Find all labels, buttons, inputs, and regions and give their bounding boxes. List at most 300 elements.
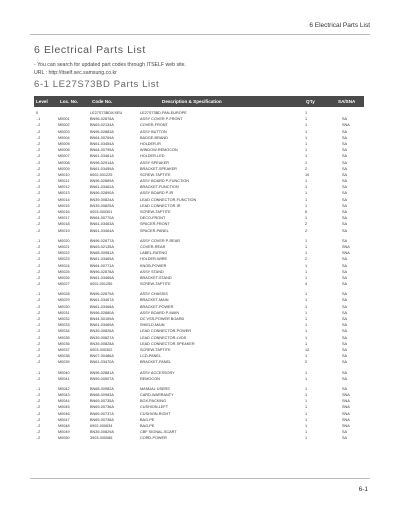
cell-code: BN61-03469A: [90, 323, 114, 328]
cell-code: BN61-03465A: [90, 257, 114, 262]
cell-sa: SA: [342, 172, 348, 177]
cell-loc: M0025: [58, 269, 70, 274]
cell-description: ASSY BOARD P-MAIN: [140, 310, 179, 315]
cell-qty: 2: [305, 360, 308, 365]
cell-code: BN96-02877A: [90, 238, 114, 243]
cell-qty: 1: [305, 111, 308, 115]
header-divider: [30, 34, 370, 35]
cell-sa: SA: [342, 185, 348, 190]
cell-qty: 1: [305, 304, 308, 309]
cell-description: BRACKET-SPEAKER: [140, 166, 177, 171]
cell-code: BN61-03459A: [90, 166, 114, 171]
cell-qty: 4: [305, 282, 308, 287]
cell-loc: M0006: [58, 148, 70, 153]
cell-qty: 1: [305, 129, 308, 134]
cell-sa: SA: [342, 354, 348, 359]
cell-code: BN44-00159A: [90, 317, 114, 321]
column-header-code: Code No.: [92, 99, 113, 104]
cell-level: ..2: [36, 323, 41, 328]
cell-code: 3903-000085: [90, 436, 113, 441]
cell-qty: 12: [305, 347, 310, 352]
cell-description: ASSY SPEAKER: [140, 160, 170, 165]
cell-code: 6003-000302: [90, 347, 113, 352]
cell-qty: 1: [305, 335, 308, 340]
cell-code: BN96-02879A: [90, 292, 114, 297]
cell-sa: SA: [342, 257, 348, 262]
cell-level: ..2: [36, 141, 41, 146]
cell-loc: M0019: [58, 228, 70, 233]
cell-qty: 1: [305, 329, 308, 334]
cell-loc: M0022: [58, 251, 70, 256]
cell-loc: M0026: [58, 275, 70, 280]
cell-level: ..2: [36, 341, 41, 346]
cell-loc: M0001: [58, 117, 70, 122]
cell-code: 6002-001256: [90, 282, 113, 287]
cell-code: BN61-03462A: [90, 185, 114, 190]
cell-level: ..2: [36, 172, 41, 177]
intro-url: URL : http://itself.sec.samsung.co.kr: [34, 70, 117, 76]
cell-qty: 1: [305, 436, 308, 441]
cell-sa: SA: [342, 117, 348, 122]
cell-description: LEAD CONNECTOR-LVDS: [140, 335, 187, 340]
table-row: [34, 228, 364, 234]
cell-loc: M0044: [58, 399, 70, 404]
cell-loc: M0041: [58, 376, 70, 381]
cell-description: SCREW-TAPTITE: [140, 172, 171, 177]
cell-level: ..2: [36, 269, 41, 274]
cell-sa: SA: [342, 310, 348, 315]
cell-loc: M0035: [58, 335, 70, 340]
cell-description: ASSY BUTTON: [140, 129, 167, 134]
cell-level: ..2: [36, 216, 41, 221]
cell-qty: 1: [305, 179, 308, 184]
table-row: [34, 281, 364, 287]
cell-level: ..2: [36, 154, 41, 159]
cell-sa: SA: [342, 282, 348, 287]
cell-sa: SNA: [342, 244, 350, 249]
column-header-loc: Loc. No.: [60, 99, 79, 104]
cell-sa: SNA: [342, 251, 350, 256]
cell-code: BN39-00825A: [90, 203, 114, 208]
cell-loc: M0027: [58, 282, 70, 287]
cell-sa: SA: [342, 376, 348, 381]
cell-description: ASSY COVER P-FRONT: [140, 117, 183, 122]
cell-qty: 1: [305, 244, 308, 249]
cell-loc: M0029: [58, 298, 70, 303]
cell-code: BN96-02883A: [90, 129, 114, 134]
cell-loc: M0014: [58, 197, 70, 202]
cell-level: ..2: [36, 203, 41, 208]
cell-description: LCD-PANEL: [140, 354, 162, 359]
cell-sa: SA: [342, 148, 348, 153]
cell-sa: SA: [342, 323, 348, 328]
cell-sa: SA: [342, 203, 348, 208]
cell-code: BN39-00824A: [90, 197, 114, 202]
cell-code: BN69-00735A: [90, 399, 114, 404]
cell-loc: M0047: [58, 417, 70, 422]
cell-code: BN96-02890A: [90, 191, 114, 196]
cell-sa: SNA: [342, 417, 350, 422]
cell-sa: SNA: [342, 405, 350, 410]
table-row: [34, 376, 364, 382]
cell-sa: SA: [342, 275, 348, 280]
cell-level: ..2: [36, 360, 41, 365]
cell-sa: SA: [342, 269, 348, 274]
cell-description: DECO-FRONT: [140, 216, 166, 221]
cell-qty: 2: [305, 228, 308, 233]
cell-code: BN68-00982A: [90, 386, 114, 391]
cell-level: ..2: [36, 304, 41, 309]
cell-sa: SA: [342, 436, 348, 441]
cell-code: BN69-00738A: [90, 417, 114, 422]
cell-code: BN59-00507A: [90, 376, 114, 381]
cell-level: ..1: [36, 370, 41, 375]
cell-code: 6902-000634: [90, 424, 113, 428]
cell-qty: 1: [305, 275, 308, 280]
cell-code: BN61-03461A: [90, 154, 114, 159]
cell-code: BN39-00826A: [90, 329, 114, 334]
page-title: 6 Electrical Parts List: [34, 44, 146, 56]
cell-level: ..2: [36, 148, 41, 153]
cell-qty: 1: [305, 399, 308, 404]
cell-code: BN61-03466A: [90, 275, 114, 280]
cell-sa: SA: [342, 430, 348, 435]
cell-code: BN61-03464A: [90, 228, 114, 233]
cell-sa: SA: [342, 386, 348, 391]
cell-qty: 1: [305, 135, 308, 140]
cell-level: 0: [36, 111, 39, 115]
cell-qty: 1: [305, 216, 308, 221]
cell-loc: M0010: [58, 172, 70, 177]
cell-description: BRACKET-STAND: [140, 275, 172, 280]
cell-qty: 1: [305, 251, 308, 256]
page-number: 6-1: [358, 486, 368, 493]
table-row: [34, 435, 364, 441]
cell-sa: SA: [342, 335, 348, 340]
cell-description: HOLDER-WIRE: [140, 257, 168, 262]
cell-loc: M0045: [58, 405, 70, 410]
cell-description: COVER-FRONT: [140, 123, 168, 128]
column-header-qty: Q'ty: [306, 99, 315, 104]
cell-code: BN61-03470A: [90, 360, 114, 365]
cell-code: BN69-00737A: [90, 411, 114, 416]
column-header-level: Level: [36, 99, 48, 104]
cell-qty: 1: [305, 191, 308, 196]
cell-description: MANUAL USERS: [140, 386, 170, 391]
cell-sa: SA: [342, 210, 348, 214]
cell-qty: 1: [305, 341, 308, 346]
cell-qty: 2: [305, 222, 308, 227]
cell-loc: M0042: [58, 386, 70, 391]
cell-loc: M0015: [58, 203, 70, 208]
cell-sa: SA: [342, 370, 348, 375]
cell-sa: SA: [342, 238, 348, 243]
cell-level: ..1: [36, 238, 41, 243]
cell-description: CORD-POWER: [140, 436, 167, 441]
cell-qty: 1: [305, 269, 308, 274]
cell-description: LABEL-RATING: [140, 251, 168, 256]
cell-qty: 1: [305, 370, 308, 375]
cell-sa: SA: [342, 179, 348, 184]
cell-loc: M0033: [58, 323, 70, 328]
cell-level: ..2: [36, 347, 41, 352]
cell-loc: M0016: [58, 210, 70, 214]
cell-sa: SA: [342, 191, 348, 196]
cell-loc: M0038: [58, 354, 70, 359]
cell-qty: 1: [305, 123, 308, 128]
cell-code: BN96-02878A: [90, 269, 114, 274]
cell-description: LEAD CONNECTOR-IR: [140, 203, 181, 208]
cell-level: ..2: [36, 317, 41, 321]
cell-level: ..1: [36, 117, 41, 122]
cell-code: BN61-03468A: [90, 304, 114, 309]
cell-loc: M0046: [58, 411, 70, 416]
cell-qty: 10: [305, 172, 310, 177]
cell-loc: M0005: [58, 141, 70, 146]
cell-level: ..2: [36, 244, 41, 249]
cell-qty: 1: [305, 263, 308, 268]
cell-sa: SNA: [342, 399, 350, 404]
cell-description: BADGE-BRAND: [140, 135, 168, 140]
cell-loc: M0023: [58, 257, 70, 262]
cell-loc: M0013: [58, 191, 70, 196]
cell-sa: SNA: [342, 123, 350, 128]
cell-level: ..2: [36, 160, 41, 165]
cell-qty: 1: [305, 417, 308, 422]
cell-loc: M0004: [58, 135, 70, 140]
cell-code: BN69-00736A: [90, 405, 114, 410]
cell-code: BN39-00827A: [90, 335, 114, 340]
cell-qty: 1: [305, 197, 308, 202]
cell-code: BN64-00769A: [90, 135, 114, 140]
cell-qty: 2: [305, 257, 308, 262]
cell-code: BN64-00771A: [90, 263, 114, 268]
cell-loc: M0040: [58, 370, 70, 375]
cell-level: ..1: [36, 386, 41, 391]
cell-qty: 1: [305, 323, 308, 328]
cell-qty: 1: [305, 405, 308, 410]
cell-sa: SA: [342, 166, 348, 171]
cell-sa: SA: [342, 129, 348, 134]
cell-description: ASSY COVER P-REAR: [140, 238, 181, 243]
cell-level: ..2: [36, 222, 41, 227]
cell-qty: 1: [305, 148, 308, 153]
cell-level: ..2: [36, 399, 41, 404]
cell-description: SHIELD-MAIN: [140, 323, 165, 328]
cell-sa: SA: [342, 263, 348, 268]
cell-description: BRACKET-FUNCTION: [140, 185, 179, 190]
cell-description: SCREW-TAPTITE: [140, 282, 171, 287]
cell-loc: M0048: [58, 424, 70, 428]
cell-level: ..2: [36, 185, 41, 190]
cell-qty: 1: [305, 376, 308, 381]
cell-description: LEAD CONNECTOR-SPEAKER: [140, 341, 195, 346]
cell-loc: M0012: [58, 185, 70, 190]
cell-qty: 2: [305, 166, 308, 171]
cell-sa: SA: [342, 154, 348, 159]
cell-qty: 1: [305, 185, 308, 190]
cell-level: ..2: [36, 310, 41, 315]
cell-description: SCREW-TAPTITE: [140, 347, 171, 352]
cell-description: BRACKET-POWER: [140, 304, 174, 309]
cell-qty: 1: [305, 160, 308, 165]
cell-loc: M0009: [58, 166, 70, 171]
cell-description: CUSHION-RIGHT: [140, 411, 171, 416]
cell-code: BN07-00486A: [90, 354, 114, 359]
cell-sa: SNA: [342, 411, 350, 416]
cell-loc: M0036: [58, 341, 70, 346]
cell-level: ..2: [36, 123, 41, 128]
cell-level: ..2: [36, 129, 41, 134]
cell-description: ASSY ACCESSORY: [140, 370, 175, 375]
cell-level: ..2: [36, 430, 41, 435]
cell-sa: SA: [342, 141, 348, 146]
cell-sa: SA: [342, 216, 348, 221]
cell-level: ..2: [36, 263, 41, 268]
cell-qty: 1: [305, 393, 308, 398]
cell-level: ..2: [36, 251, 41, 256]
cell-description: LEAD CONNECTOR-FUNCTION: [140, 197, 197, 202]
cell-code: 6003-000301: [90, 210, 113, 214]
cell-level: ..2: [36, 335, 41, 340]
cell-level: ..2: [36, 436, 41, 441]
cell-description: HOLDER-IR: [140, 141, 161, 146]
cell-description: DC VSS-POWER BOARD: [140, 317, 185, 321]
cell-sa: SA: [342, 228, 348, 233]
cell-description: LE27S73BD,PAN-EUROPE: [140, 111, 187, 115]
cell-loc: M0021: [58, 244, 70, 249]
cell-loc: M0018: [58, 222, 70, 227]
cell-loc: M0007: [58, 154, 70, 159]
cell-level: ..2: [36, 298, 41, 303]
cell-code: BN61-03463A: [90, 222, 114, 227]
cell-loc: M0011: [58, 179, 70, 184]
cell-sa: SA: [342, 160, 348, 165]
cell-description: ASSY BOARD P-IR: [140, 191, 174, 196]
cell-description: COVER-REAR: [140, 244, 166, 249]
cell-sa: SA: [342, 347, 348, 352]
cell-qty: 1: [305, 117, 308, 122]
cell-qty: 1: [305, 154, 308, 159]
cell-sa: SA: [342, 329, 348, 334]
cell-level: ..2: [36, 393, 41, 398]
cell-qty: 1: [305, 317, 308, 321]
section-subtitle: 6-1 LE27S73BD Parts List: [34, 79, 160, 90]
cell-sa: SA: [342, 298, 348, 303]
cell-description: ASSY STAND: [140, 269, 164, 274]
cell-loc: M0030: [58, 304, 70, 309]
cell-description: SPACER-FRONT: [140, 222, 170, 227]
cell-description: BRACKET-PANEL: [140, 360, 172, 365]
cell-code: BN96-02889A: [90, 179, 114, 184]
cell-code: BN61-03454A: [90, 141, 114, 146]
cell-qty: 1: [305, 141, 308, 146]
cell-code: BN39-00828A: [90, 341, 114, 346]
cell-loc: M0050: [58, 436, 70, 441]
cell-code: 6002-001225: [90, 172, 113, 177]
cell-qty: 1: [305, 298, 308, 303]
footer-divider: [30, 478, 370, 479]
cell-description: BAG-PE: [140, 424, 155, 428]
cell-code: LE27S73BDX/XEU: [90, 111, 123, 115]
table-row: [34, 359, 364, 365]
cell-description: SPACER-PANEL: [140, 228, 169, 233]
cell-code: BN68-00983A: [90, 393, 114, 398]
cell-code: BN96-02914A: [90, 160, 114, 165]
cell-description: HOLDER-LED: [140, 154, 165, 159]
cell-sa: SA: [342, 360, 348, 365]
cell-description: REMOCON: [140, 376, 160, 381]
cell-level: ..2: [36, 228, 41, 233]
cell-level: ..2: [36, 424, 41, 428]
cell-description: SCREW-TAPTITE: [140, 210, 171, 214]
parts-table-body: [34, 110, 364, 442]
cell-sa: SA: [342, 304, 348, 309]
cell-loc: M0034: [58, 329, 70, 334]
cell-level: ..2: [36, 179, 41, 184]
cell-loc: M0028: [58, 292, 70, 297]
intro-note: - You can search for updated part codes through ITSELF web site.: [34, 62, 186, 68]
cell-level: ..1: [36, 292, 41, 297]
cell-level: ..2: [36, 417, 41, 422]
cell-qty: 6: [305, 210, 308, 214]
cell-loc: M0043: [58, 393, 70, 398]
cell-level: ..2: [36, 197, 41, 202]
cell-sa: SNA: [342, 424, 350, 428]
cell-qty: 1: [305, 238, 308, 243]
column-header-sa: SA/SNA: [338, 99, 356, 104]
cell-code: BN61-03467A: [90, 298, 114, 303]
cell-qty: 1: [305, 203, 308, 208]
cell-code: BN96-02880A: [90, 310, 114, 315]
cell-code: BN63-02134A: [90, 123, 114, 128]
cell-loc: M0031: [58, 310, 70, 315]
cell-qty: 1: [305, 386, 308, 391]
cell-description: CUSHION-LEFT: [140, 405, 169, 410]
cell-code: BN63-02135A: [90, 244, 114, 249]
cell-level: ..2: [36, 405, 41, 410]
cell-description: BAG-PE: [140, 417, 155, 422]
cell-sa: SNA: [342, 393, 350, 398]
cell-code: BN64-00795A: [90, 148, 114, 153]
cell-level: ..2: [36, 376, 41, 381]
cell-loc: M0037: [58, 347, 70, 352]
cell-level: ..2: [36, 411, 41, 416]
cell-description: KNOB-POWER: [140, 263, 167, 268]
cell-loc: M0032: [58, 317, 70, 321]
cell-code: BN68-00981A: [90, 251, 114, 256]
cell-description: WINDOW-REMOCON: [140, 148, 178, 153]
cell-loc: M0049: [58, 430, 70, 435]
table-header: [34, 96, 364, 107]
cell-sa: SA: [342, 222, 348, 227]
cell-level: ..2: [36, 282, 41, 287]
cell-code: BN96-02881A: [90, 370, 114, 375]
cell-loc: M0020: [58, 238, 70, 243]
cell-level: ..2: [36, 166, 41, 171]
cell-qty: 1: [305, 292, 308, 297]
cell-description: ASSY CHASSIS: [140, 292, 168, 297]
header-section-label: 6 Electrical Parts List: [309, 22, 370, 29]
cell-loc: M0039: [58, 360, 70, 365]
cell-level: ..2: [36, 275, 41, 280]
cell-qty: 1: [305, 354, 308, 359]
cell-level: ..2: [36, 329, 41, 334]
cell-description: LEAD CONNECTOR-POWER: [140, 329, 191, 334]
cell-loc: M0002: [58, 123, 70, 128]
cell-description: BRACKET-MAIN: [140, 298, 169, 303]
cell-sa: SA: [342, 341, 348, 346]
